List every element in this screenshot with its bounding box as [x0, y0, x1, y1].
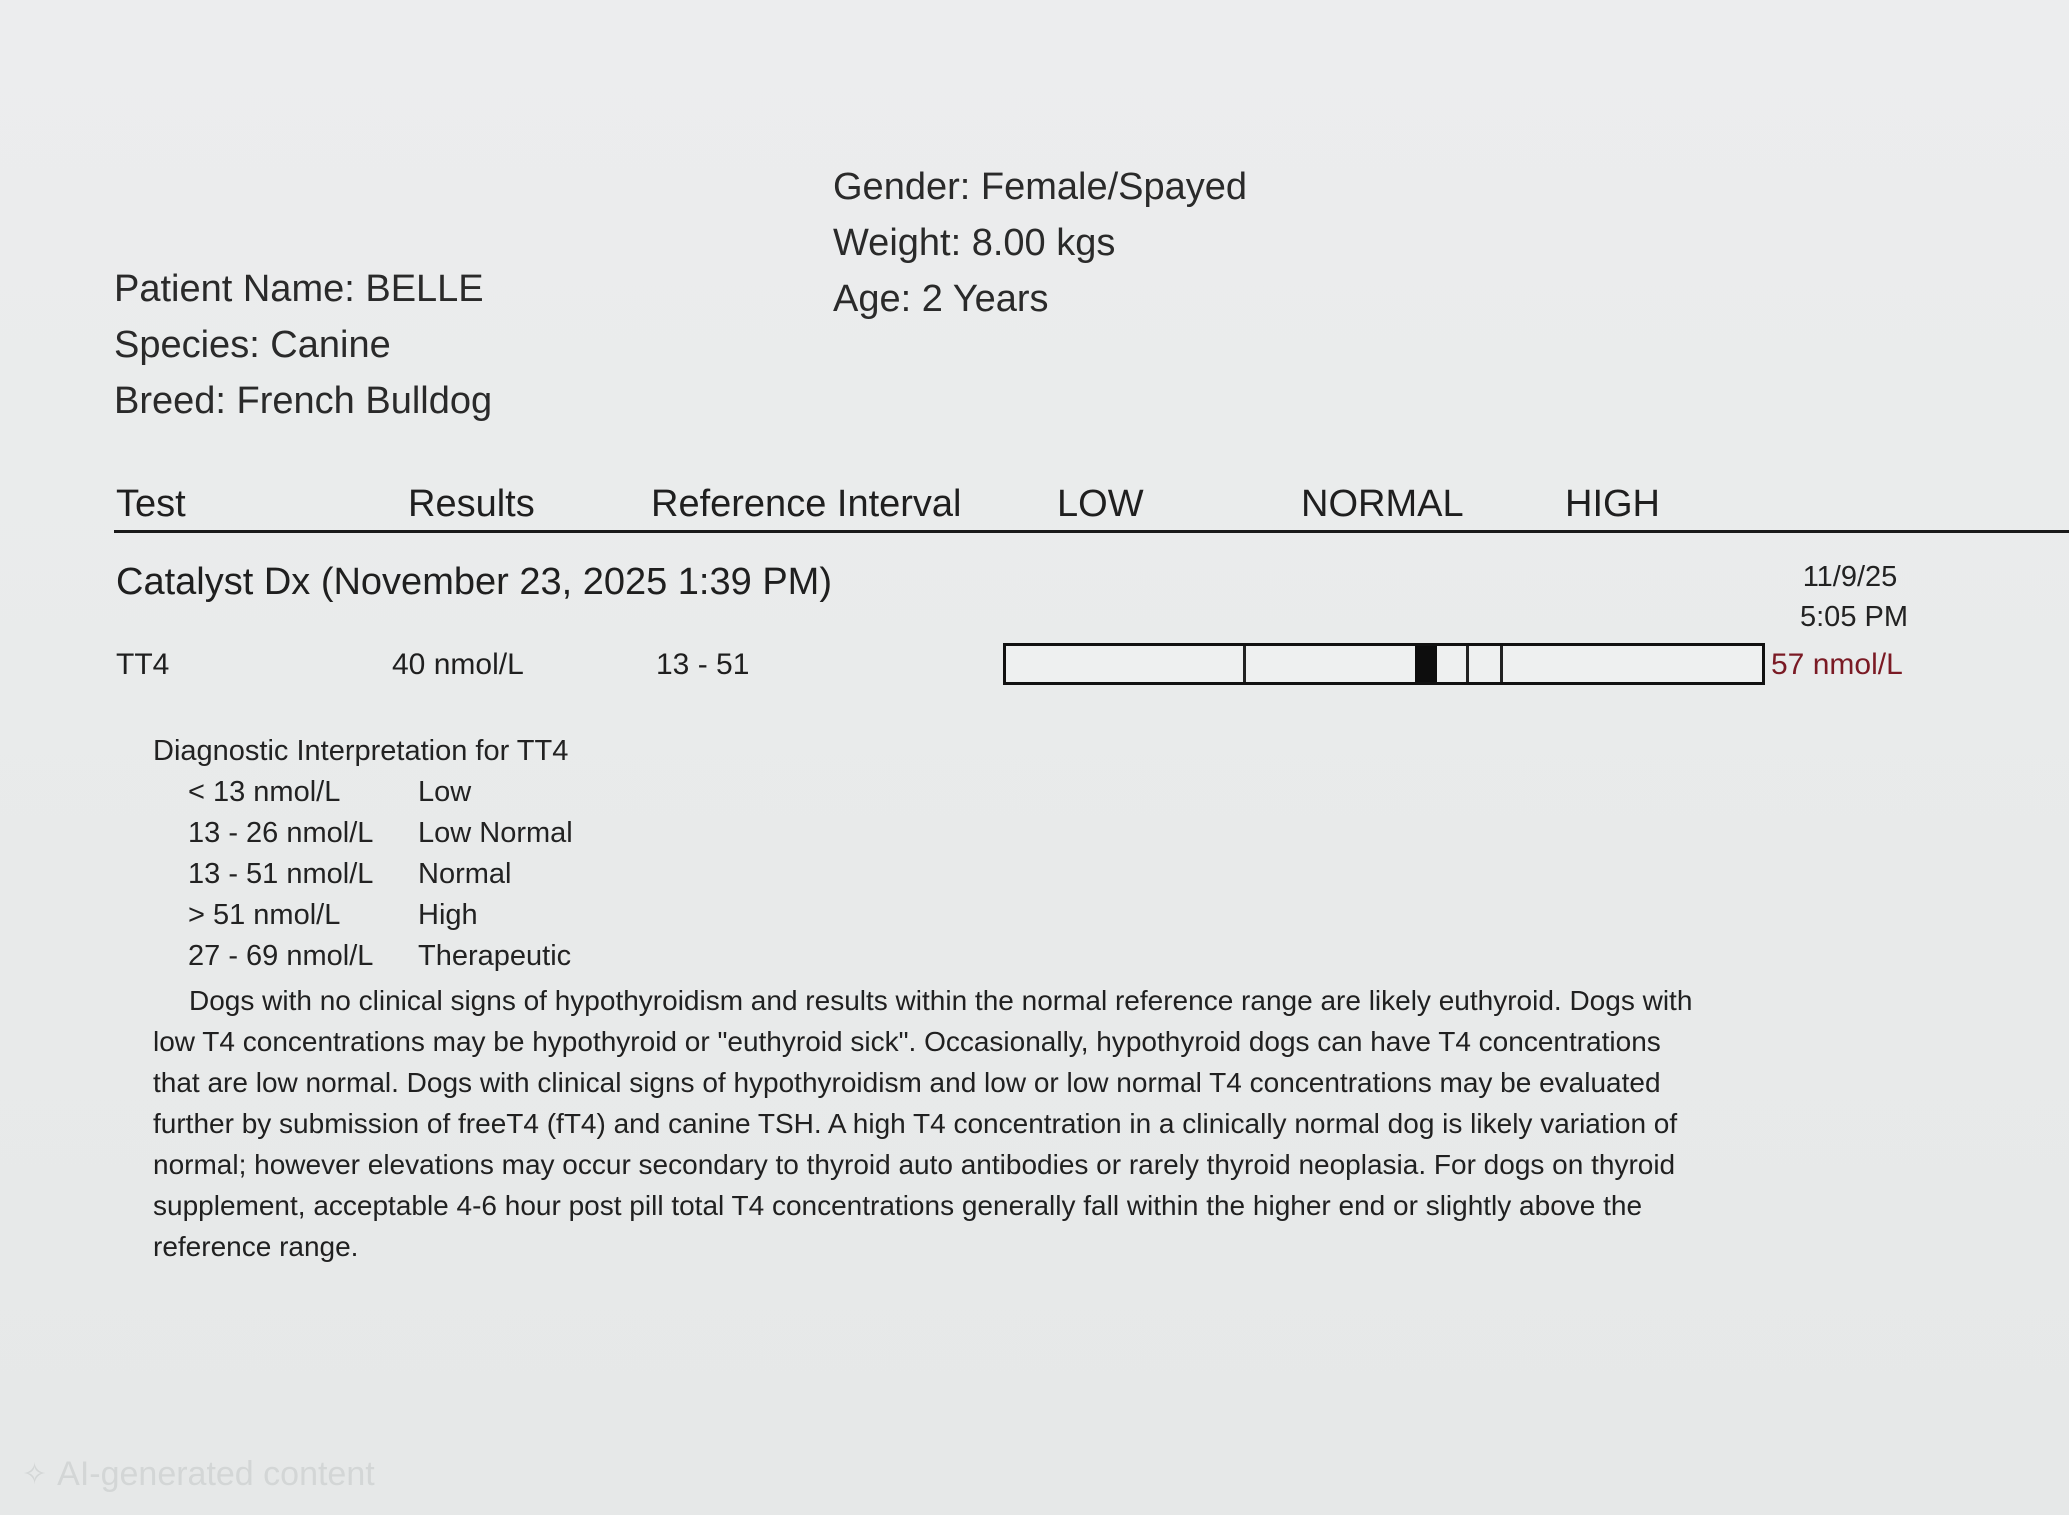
interpretation-range: 13 - 26 nmol/L [188, 817, 374, 849]
result-range-bar [1003, 643, 1765, 685]
interpretation-range: > 51 nmol/L [188, 899, 341, 931]
previous-result-value: 57 nmol/L [1771, 648, 1903, 681]
previous-result-time: 5:05 PM [1800, 601, 1908, 633]
watermark-text: AI-generated content [57, 1455, 375, 1493]
column-header-test: Test [116, 483, 186, 525]
header-divider [114, 530, 2069, 533]
patient-gender: Gender: Female/Spayed [833, 166, 1248, 208]
interpretation-label: Therapeutic [418, 940, 572, 972]
column-header-results: Results [408, 483, 535, 525]
interpretation-label: Low [418, 776, 472, 808]
interpretation-range: < 13 nmol/L [188, 776, 341, 808]
test-name: TT4 [116, 648, 170, 681]
range-tick-low [1243, 646, 1246, 682]
sparkle-icon: ✧ [22, 1458, 48, 1491]
interpretation-title: Diagnostic Interpretation for TT4 [153, 735, 569, 767]
interpretation-label: Low Normal [418, 817, 573, 849]
range-tick-high [1500, 646, 1503, 682]
column-header-high: HIGH [1565, 483, 1660, 525]
reference-interval: 13 - 51 [656, 648, 750, 681]
patient-breed: Breed: French Bulldog [114, 380, 493, 422]
ai-generated-watermark [22, 1455, 375, 1494]
interpretation-range: 27 - 69 nmol/L [188, 940, 374, 972]
previous-result-date: 11/9/25 [1802, 561, 1898, 593]
column-header-normal: NORMAL [1301, 483, 1464, 525]
result-marker [1415, 646, 1437, 682]
interpretation-label: High [418, 899, 478, 931]
section-title: Catalyst Dx (November 23, 2025 1:39 PM) [116, 561, 832, 603]
column-header-low: LOW [1057, 483, 1144, 525]
patient-weight: Weight: 8.00 kgs [833, 222, 1116, 264]
range-tick-mid [1466, 646, 1469, 682]
patient-name: Patient Name: BELLE [114, 268, 484, 310]
patient-species: Species: Canine [114, 324, 391, 366]
interpretation-label: Normal [418, 858, 512, 890]
interpretation-paragraph: Dogs with no clinical signs of hypothyroidism and results within the normal reference range are likely euthyroid. Dogs with low T4 concentrations may be hypothyroid or "euthyroid sick". Occasionally, hypothyroid dogs can have T4 concentrations that are low normal. Dogs with clinical signs of hypothyroidism and low or low normal T4 concentrations may be evaluated further by submission of freeT4 (fT4) and canine TSH. A high T4 concentration in a clinically normal dog is likely variation of normal; however elevations may occur secondary to thyroid auto antibodies or rarely thyroid neoplasia. For dogs on thyroid supplement, acceptable 4-6 hour post pill total T4 concentrations generally fall within the higher end or slightly above the reference range. [153, 985, 1693, 1262]
interpretation-range: 13 - 51 nmol/L [188, 858, 374, 890]
patient-age: Age: 2 Years [833, 278, 1049, 320]
column-header-reference-interval: Reference Interval [651, 483, 962, 525]
test-result: 40 nmol/L [392, 648, 524, 681]
